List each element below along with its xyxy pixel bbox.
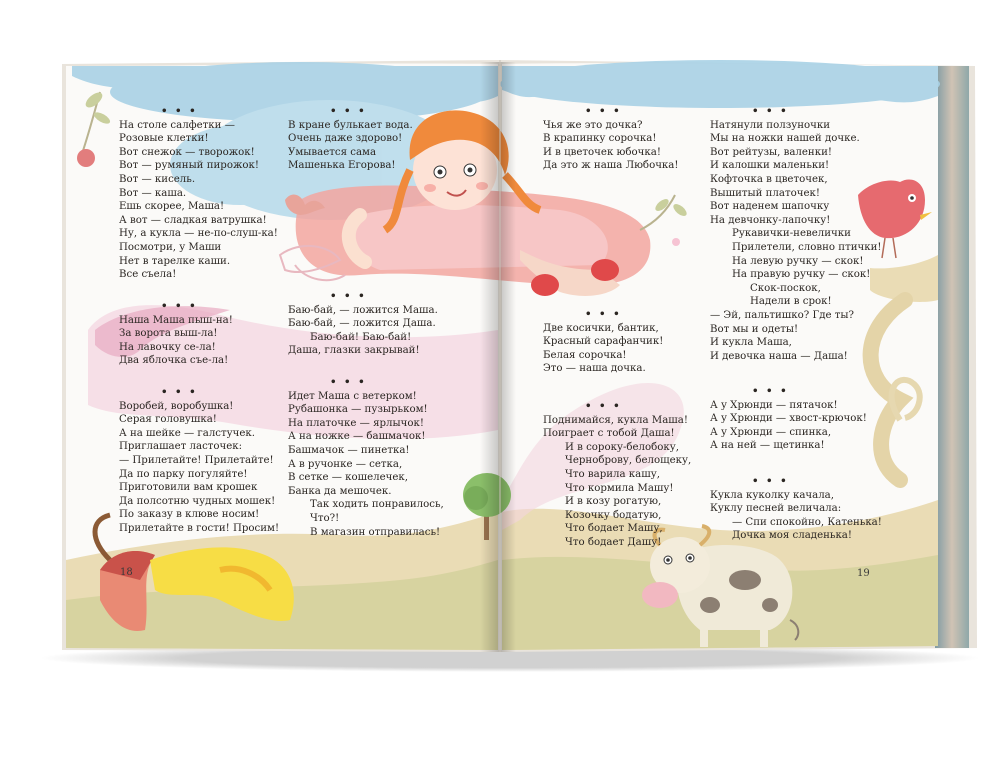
page-number-right: 19 bbox=[857, 568, 870, 579]
poem-line: А у Хрюнди — хвост-крючок! bbox=[710, 413, 867, 425]
poem-line: В кране булькает вода. bbox=[288, 119, 413, 131]
separator-dots: • • • bbox=[161, 386, 198, 398]
poem-line: А в ручонке — сетка, bbox=[288, 458, 403, 470]
poem-line: На левую ручку — скок! bbox=[732, 255, 864, 267]
poem-line: Это — наша дочка. bbox=[543, 363, 646, 375]
left-column-2 bbox=[288, 105, 413, 173]
poem-line: В магазин отправилась! bbox=[310, 526, 441, 538]
poem-line: А вот — сладкая ватрушка! bbox=[119, 214, 267, 226]
poem-line: Воробей, воробушка! bbox=[119, 400, 234, 412]
poem-line: Натянули ползуночки bbox=[710, 119, 831, 131]
poem-line: По заказу в клюве носим! bbox=[119, 509, 260, 521]
poem-line: В сетке — кошелечек, bbox=[288, 472, 409, 484]
poem-line: И девочка наша — Даша! bbox=[710, 350, 848, 362]
poem-line: На платочке — ярлычок! bbox=[288, 417, 424, 429]
poem-line: Чья же это дочка? bbox=[543, 119, 643, 131]
poem-line: Что бодает Машу, bbox=[565, 523, 663, 535]
poem-line: А на ней — щетинка! bbox=[710, 440, 825, 452]
left-column-1 bbox=[119, 105, 278, 282]
poem-line: И калошки маленьки! bbox=[710, 160, 830, 172]
poem-line: И в цветочек юбочка! bbox=[543, 146, 661, 158]
poem-line: Вот наденем шапочку bbox=[710, 201, 830, 213]
poem-line: На правую ручку — скок! bbox=[732, 269, 871, 281]
poem-line: Все съела! bbox=[119, 269, 177, 281]
poem-line: Скок-поскок, bbox=[750, 282, 821, 294]
poem-line: Вот рейтузы, валенки! bbox=[710, 146, 832, 158]
poem-line: Машенька Егорова! bbox=[288, 160, 396, 172]
poem-line: Что бодает Дашу! bbox=[565, 536, 662, 548]
poem-line: Козочку бодатую, bbox=[565, 509, 662, 521]
poem-line: Умывается сама bbox=[288, 146, 377, 158]
poem-line: Серая головушка! bbox=[119, 414, 217, 426]
poem-line: На лавочку се-ла! bbox=[119, 341, 216, 353]
right-column-1-block-2 bbox=[543, 308, 663, 376]
poem-line: Кукла куколку качала, bbox=[710, 489, 834, 501]
poem-line: Посмотри, у Маши bbox=[119, 241, 222, 253]
poem-line: Дочка моя сладенька! bbox=[732, 530, 852, 542]
separator-dots: • • • bbox=[330, 290, 367, 302]
poem-block bbox=[119, 105, 278, 282]
poem-line: Баю-бай, — ложится Даша. bbox=[288, 318, 436, 330]
poem-line: Две косички, бантик, bbox=[543, 322, 659, 334]
poem-line: Вот — кисель. bbox=[119, 173, 196, 185]
right-column-1-block-3 bbox=[543, 400, 691, 550]
left-column-1-block-2 bbox=[119, 300, 233, 368]
separator-dots: • • • bbox=[330, 105, 367, 117]
poem-line: И кукла Маша, bbox=[710, 337, 792, 349]
left-column-2-block-3 bbox=[288, 376, 444, 539]
right-column-2-block-3 bbox=[710, 475, 882, 543]
poem-line: Так ходить понравилось, bbox=[310, 499, 444, 511]
separator-dots: • • • bbox=[752, 475, 789, 487]
poem-line: Черноброву, белощеку, bbox=[565, 455, 692, 467]
poem-line: В крапинку сорочка! bbox=[543, 133, 657, 145]
poem-line: Да полсотню чудных мошек! bbox=[119, 495, 276, 507]
poem-line: Нет в тарелке каши. bbox=[119, 255, 231, 267]
poem-line: Приготовили вам крошек bbox=[119, 482, 258, 494]
poem-line: Красный сарафанчик! bbox=[543, 336, 664, 348]
poem-line: Вот мы и одеты! bbox=[710, 323, 799, 335]
poem-line: Розовые клетки! bbox=[119, 133, 209, 145]
poem-line: Вышитый платочек! bbox=[710, 187, 820, 199]
separator-dots: • • • bbox=[161, 105, 198, 117]
poem-line: Белая сорочка! bbox=[543, 349, 627, 361]
poem-line: И в козу рогатую, bbox=[565, 496, 662, 508]
poem-line: Баю-бай! Баю-бай! bbox=[310, 331, 412, 343]
separator-dots: • • • bbox=[161, 300, 198, 312]
poem-line: — Эй, пальтишко? Где ты? bbox=[710, 309, 854, 321]
poem-line: Прилетайте в гости! Просим! bbox=[119, 522, 280, 534]
poem-line: Что варила кашу, bbox=[565, 468, 660, 480]
poem-line: На девчонку-лапочку! bbox=[710, 214, 831, 226]
poem-line: Баю-бай, — ложится Маша. bbox=[288, 304, 438, 316]
poem-line: Башмачок — пинетка! bbox=[288, 444, 410, 456]
poem-line: Рубашонка — пузырьком! bbox=[288, 404, 428, 416]
poem-line: Куклу песней величала: bbox=[710, 503, 842, 515]
poem-line: Банка да мешочек. bbox=[288, 485, 392, 497]
separator-dots: • • • bbox=[752, 105, 789, 117]
left-column-1-block-3 bbox=[119, 386, 279, 536]
separator-dots: • • • bbox=[585, 105, 622, 117]
poem-line: Рукавички-невелички bbox=[732, 228, 851, 240]
poem-line: Что кормила Машу! bbox=[565, 482, 674, 494]
right-column-2-block-2 bbox=[710, 385, 867, 453]
poem-line: А у Хрюнди — спинка, bbox=[710, 426, 832, 438]
poem-line: Ешь скорее, Маша! bbox=[119, 201, 225, 213]
poem-line: На столе салфетки — bbox=[119, 119, 235, 131]
poem-line: Два яблочка съе-ла! bbox=[119, 355, 229, 367]
poem-line: Поднимайся, кукла Маша! bbox=[543, 414, 688, 426]
poem-line: А на шейке — галстучек. bbox=[119, 427, 255, 439]
poem-line: Очень даже здорово! bbox=[288, 133, 403, 145]
poem-line: Да это ж наша Любочка! bbox=[543, 160, 679, 172]
separator-dots: • • • bbox=[330, 376, 367, 388]
poem-line: А на ножке — башмачок! bbox=[288, 431, 426, 443]
separator-dots: • • • bbox=[585, 308, 622, 320]
right-column-2 bbox=[710, 105, 882, 363]
poem-line: Вот — каша. bbox=[119, 187, 187, 199]
poem-line: Поиграет с тобой Даша! bbox=[543, 428, 675, 440]
poem-line: Кофточка в цветочек, bbox=[710, 173, 828, 185]
poem-line: И в сороку-белобоку, bbox=[565, 441, 680, 453]
separator-dots: • • • bbox=[752, 385, 789, 397]
poem-line: Мы на ножки нашей дочке. bbox=[710, 133, 860, 145]
poem-line: Что?! bbox=[310, 512, 340, 524]
poem-line: Даша, глазки закрывай! bbox=[288, 345, 420, 357]
page-number-left: 18 bbox=[120, 567, 133, 578]
left-column-2-block-2 bbox=[288, 290, 438, 358]
right-column-1 bbox=[543, 105, 678, 173]
poem-line: Наша Маша пыш-на! bbox=[119, 314, 233, 326]
separator-dots: • • • bbox=[585, 400, 622, 412]
poem-line: — Спи спокойно, Катенька! bbox=[732, 516, 882, 528]
poem-line: Надели в срок! bbox=[750, 296, 832, 308]
poem-line: Идет Маша с ветерком! bbox=[288, 390, 417, 402]
page-edges bbox=[935, 66, 969, 648]
poem-line: Вот снежок — творожок! bbox=[119, 146, 255, 158]
poem-line: Прилетели, словно птички! bbox=[732, 241, 882, 253]
poem-line: А у Хрюнди — пятачок! bbox=[710, 399, 838, 411]
poem-line: Ну, а кукла — не-по-слуш-ка! bbox=[119, 228, 278, 240]
poem-line: За ворота выш-ла! bbox=[119, 328, 218, 340]
poem-line: — Прилетайте! Прилетайте! bbox=[119, 454, 274, 466]
poem-line: Да по парку погуляйте! bbox=[119, 468, 248, 480]
poem-line: Приглашает ласточек: bbox=[119, 441, 243, 453]
poem-line: Вот — румяный пирожок! bbox=[119, 160, 259, 172]
